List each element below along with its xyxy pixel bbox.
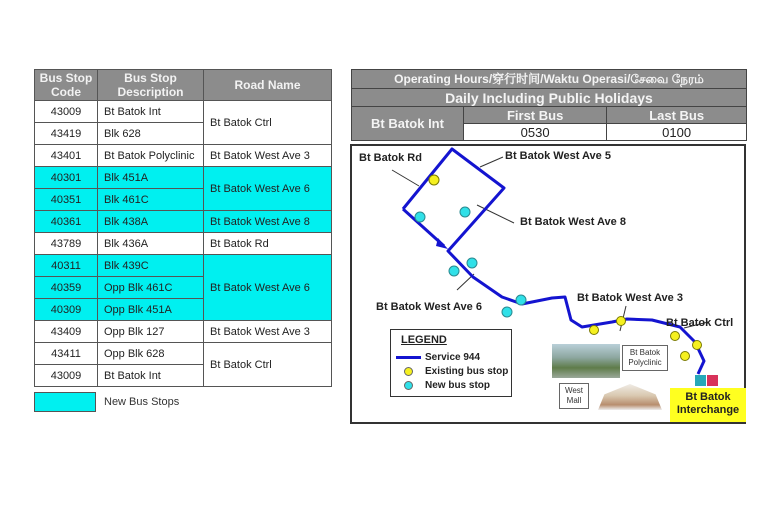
- stop-description: Opp Blk 127: [98, 321, 204, 343]
- stop-code: 43411: [35, 343, 98, 365]
- table-row: [35, 233, 332, 255]
- label-west-ave-6: Bt Batok West Ave 6: [376, 301, 482, 313]
- label-bt-batok-ctrl: Bt Batok Ctrl: [666, 317, 734, 329]
- new-stop-swatch: [34, 392, 96, 412]
- stop-description: Opp Blk 628: [98, 343, 204, 365]
- direction-arrow-icon: [436, 238, 448, 249]
- bus-stops-table: [34, 69, 332, 387]
- header-code: Bus Stop Code: [35, 70, 98, 101]
- stop-code: 43009: [35, 101, 98, 123]
- legend-title: LEGEND: [401, 334, 447, 346]
- legend-existing-row: [395, 366, 508, 377]
- stop-code: 43009: [35, 365, 98, 387]
- new-stops-legend: [34, 392, 179, 412]
- table-row-new: [35, 167, 332, 189]
- route-line-icon: [396, 356, 421, 359]
- legend-service-row: [395, 352, 480, 363]
- label-west-ave-5: Bt Batok West Ave 5: [505, 150, 611, 162]
- new-stop-icon: [404, 381, 413, 390]
- stop-description: Blk 461C: [98, 189, 204, 211]
- stop-description: Bt Batok Int: [98, 365, 204, 387]
- header-road: Road Name: [204, 70, 332, 101]
- map-legend: [390, 329, 512, 397]
- table-row: [35, 321, 332, 343]
- label-west-ave-3: Bt Batok West Ave 3: [577, 292, 683, 304]
- road-name: Bt Batok West Ave 6: [204, 255, 332, 321]
- interchange-line-1: Bt Batok: [685, 391, 731, 403]
- stop-description: Blk 451A: [98, 167, 204, 189]
- operating-days: Daily Including Public Holidays: [352, 89, 747, 107]
- stop-code: 40361: [35, 211, 98, 233]
- road-name: Bt Batok West Ave 8: [204, 211, 332, 233]
- last-bus-label: Last Bus: [607, 107, 747, 124]
- label-west-ave-8: Bt Batok West Ave 8: [520, 216, 626, 228]
- table-row: [35, 101, 332, 123]
- stop-code: 43419: [35, 123, 98, 145]
- route-map: [350, 144, 746, 424]
- label-polyclinic: Bt Batok Polyclinic: [622, 345, 668, 371]
- bus-icon: [695, 375, 706, 386]
- legend-existing-label: Existing bus stop: [425, 366, 509, 377]
- operating-hours-title: Operating Hours/穿行时间/Waktu Operasi/சேவை நேரம்: [352, 70, 747, 89]
- stop-description: Blk 438A: [98, 211, 204, 233]
- road-name: Bt Batok West Ave 3: [204, 321, 332, 343]
- stop-code: 43409: [35, 321, 98, 343]
- header-description: Bus Stop Description: [98, 70, 204, 101]
- label-bt-batok-rd: Bt Batok Rd: [359, 152, 422, 164]
- operating-hours-table: [351, 69, 747, 141]
- road-name: Bt Batok Ctrl: [204, 343, 332, 387]
- stop-description: Blk 628: [98, 123, 204, 145]
- first-bus-time: 0530: [464, 124, 607, 141]
- legend-new-row: [395, 380, 490, 391]
- road-name: Bt Batok West Ave 6: [204, 167, 332, 211]
- table-row-new: [35, 255, 332, 277]
- stop-code: 40301: [35, 167, 98, 189]
- interchange-line-2: Interchange: [676, 404, 740, 416]
- road-name: Bt Batok Rd: [204, 233, 332, 255]
- road-name: Bt Batok Ctrl: [204, 101, 332, 145]
- first-bus-label: First Bus: [464, 107, 607, 124]
- stop-description: Blk 439C: [98, 255, 204, 277]
- new-stops-legend-label: New Bus Stops: [104, 396, 180, 408]
- stop-description: Blk 436A: [98, 233, 204, 255]
- table-row: [35, 145, 332, 167]
- interchange-label: [670, 388, 746, 422]
- stop-code: 40309: [35, 299, 98, 321]
- last-bus-time: 0100: [607, 124, 747, 141]
- origin-stop: Bt Batok Int: [352, 107, 464, 141]
- table-row-new: [35, 211, 332, 233]
- stop-description: Opp Blk 451A: [98, 299, 204, 321]
- polyclinic-photo: [552, 344, 620, 378]
- existing-stop-icon: [404, 367, 413, 376]
- mrt-icon: [707, 375, 718, 386]
- road-name: Bt Batok West Ave 3: [204, 145, 332, 167]
- stop-code: 40359: [35, 277, 98, 299]
- stop-description: Opp Blk 461C: [98, 277, 204, 299]
- stop-code: 43789: [35, 233, 98, 255]
- legend-new-label: New bus stop: [425, 380, 491, 391]
- stop-description: Bt Batok Polyclinic: [98, 145, 204, 167]
- label-west-mall: West Mall: [559, 383, 589, 409]
- stop-description: Bt Batok Int: [98, 101, 204, 123]
- stop-code: 40351: [35, 189, 98, 211]
- stop-code: 40311: [35, 255, 98, 277]
- stop-code: 43401: [35, 145, 98, 167]
- legend-service-label: Service 944: [425, 352, 481, 363]
- table-row: [35, 343, 332, 365]
